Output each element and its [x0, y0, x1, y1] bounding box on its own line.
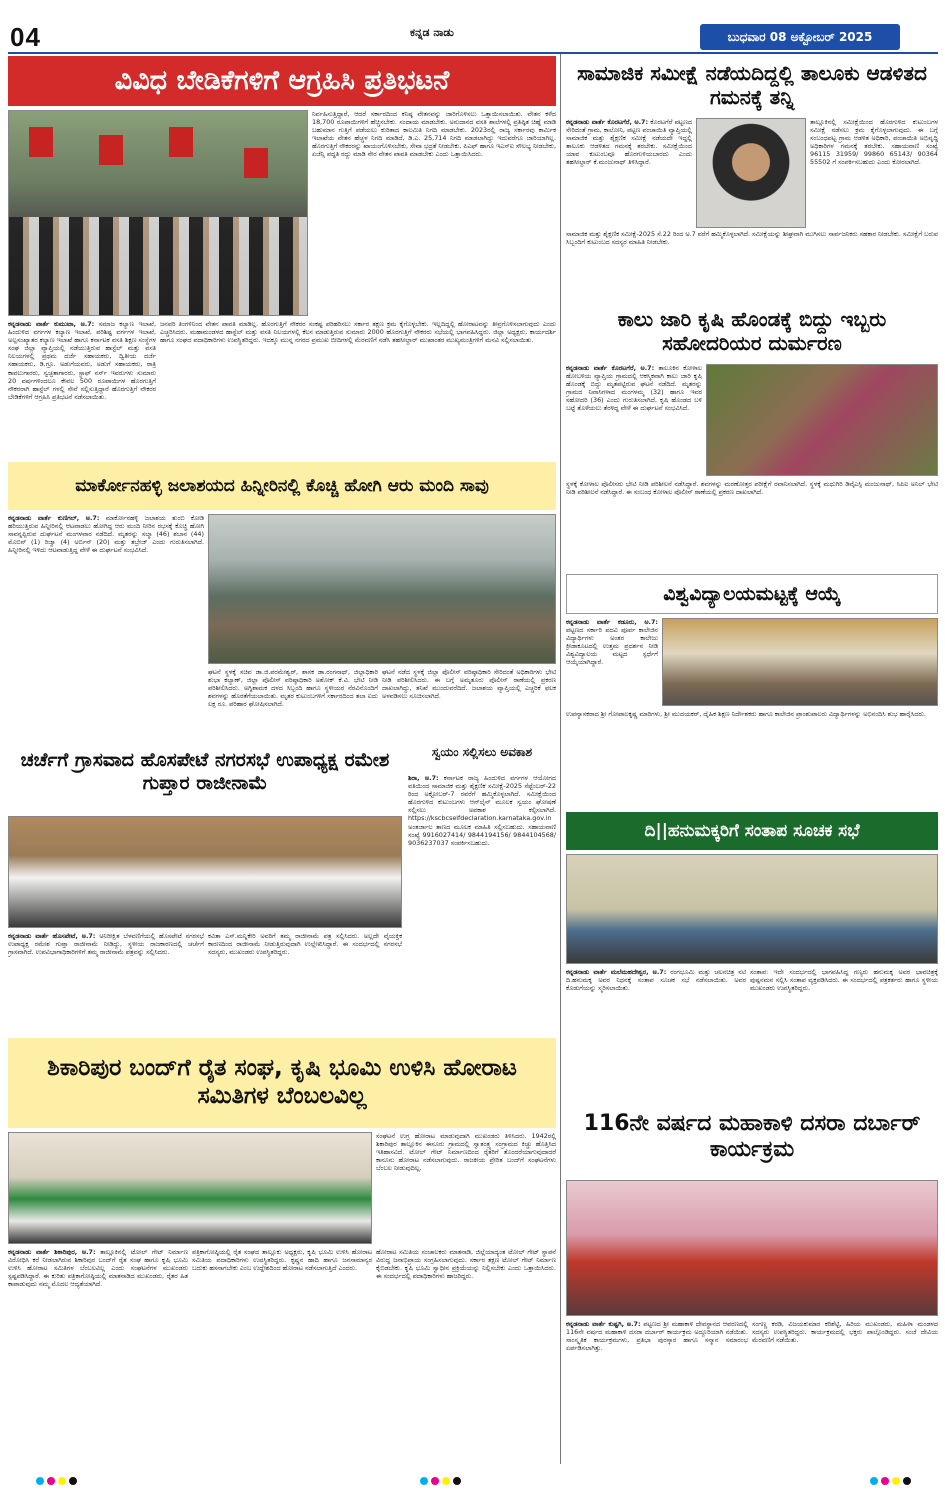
accident-body-1: ತಾಲೂಕಿನ ಕೋಳಾಲ ಹೋಬಳಿಯ ವ್ಯಾಪ್ತಿಯ ಗ್ರಾಮದಲ್ಲಿ ಆಕಸ್ಮಿಕವಾಗಿ ಕಾಲು ಜಾರಿ ಕೃಷಿ ಹೊಂಡಕ್ಕೆ ಬಿದ್ದು ಮೃತಪಟ್ಟಿರುವ ಘಟನೆ ನಡೆದಿದೆ. ಮೃತರನ್ನು ಗ್ರಾಮದ ನಿವಾಸಿಗಳಾದ ಮಂಗಳಮ್ಮ (32) ಹಾಗೂ ಇವರ ಸಹೋದರಿ (36) ಎಂದು ಗುರುತಿಸಲಾಗಿದೆ. ಕೃಷಿ ಹೊಂಡದ ಬಳಿ ಬಟ್ಟೆ ತೊಳೆಯಲು ತೆರಳಿದ್ದ ವೇಳೆ ಈ ದುರ್ಘಟನೆ ಸಂಭವಿಸಿದೆ.	[566, 364, 702, 413]
samikshe-headline: ಸಾಮಾಜಿಕ ಸಮೀಕ್ಷೆ ನಡೆಯದಿದ್ದಲ್ಲಿ ತಾಲೂಕು ಆಡಳಿತದ ಗಮನಕ್ಕೆ ತನ್ನಿ	[577, 61, 927, 109]
selfdeclare-dateline: ಶಿರಾ, ಅ.7:	[408, 774, 439, 782]
masthead: ಕನ್ನಡ ನಾಡು	[410, 26, 454, 39]
hanumakka-photo	[566, 854, 938, 964]
registration-marks-left	[36, 1477, 77, 1485]
bandh-body-3: ಪತ್ರಿಕಾಗೋಷ್ಠಿಯಲ್ಲಿ ರೈತ ಸಂಘದ ತಾಲ್ಲೂಕು ಅಧ್ಯಕ್ಷರು, ಕೃಷಿ ಭೂಮಿ ಉಳಿಸಿ ಹೋರಾಟ ಸಮಿತಿಯ ಪದಾಧಿಕಾರಿಗಳು ಉಪಸ್ಥಿತರಿದ್ದರು. ಕೃಷ್ಣನ ಹಾದಿ ಹಾಗೂ ಜನಸಾಮಾನ್ಯರ ಬದುಕು ಹಸನಾಗಬೇಕು ಎಂಬ ಉದ್ದೇಶದಿಂದ ಹೋರಾಟ ನಡೆಸಲಾಗುತ್ತಿದೆ ಎಂದರು.	[192, 1248, 372, 1273]
hanumakka-text-a	[566, 968, 746, 1078]
accident-text-a	[566, 364, 702, 476]
dasara-photo	[566, 1180, 938, 1316]
markonahalli-text-a	[8, 514, 204, 722]
resign-body-2: ಕವಿತಾ ಎಸ್.ಮನ್ನಿಕೇರಿ ಅವರಿಗೆ ತಮ್ಮ ರಾಜೀನಾಮೆ ಪತ್ರ ಸಲ್ಲಿಸಿದರು. ಅಲ್ಲದೇ ವೈಯಕ್ತಿಕ ಕಾರಣದಿಂದ ರಾಜೀನಾಮೆ ನೀಡುತ್ತಿರುವುದಾಗಿ ಉಲ್ಲೇಖಿಸಿದ್ದಾರೆ. ಈ ಸಂದರ್ಭದಲ್ಲಿ ನಗರಸಭೆ ಸದಸ್ಯರು, ಮುಖಂಡರು ಉಪಸ್ಥಿತರಿದ್ದರು.	[208, 932, 402, 957]
university-dateline: ಕನ್ನಡನಾಡು ವಾರ್ತೆ ಕಡೂರು, ಅ.7:	[566, 618, 658, 626]
markonahalli-text-b	[208, 668, 378, 724]
samikshe-body-1: ಕೊರಟಗೆರೆ ಪಟ್ಟಣದ ಸೇರಿದಂತೆ ಗ್ರಾಮ, ಕಾಲೋನಿ, ಪಟ್ಟಣ ಪಂಚಾಯಿತಿ ವ್ಯಾಪ್ತಿಯಲ್ಲಿ ಸಾಮಾಜಿಕ ಮತ್ತು ಶೈಕ್ಷಣಿಕ ಸಮೀಕ್ಷೆ ನಡೆಯದೇ ಇದ್ದಲ್ಲಿ ತಾಲೂಕು ಆಡಳಿತದ ಗಮನಕ್ಕೆ ತರಬೇಕು. ಸಮೀಕ್ಷೆಯಿಂದ ಯಾವ ಕುಟುಂಬವೂ ಹೊರಗುಳಿಯಬಾರದು ಎಂದು ತಹಸೀಲ್ದಾರ್ ಕೆ.ಮಂಜುನಾಥ್ ತಿಳಿಸಿದ್ದಾರೆ.	[566, 118, 692, 167]
resign-photo	[8, 816, 402, 928]
university-text-b	[566, 710, 938, 750]
protest-headline: ವಿವಿಧ ಬೇಡಿಕೆಗಳಿಗೆ ಆಗ್ರಹಿಸಿ ಪ್ರತಿಭಟನೆ	[8, 56, 556, 106]
selfdeclare-headline: ಸ್ವಯಂ ಸಲ್ಲಿಸಲು ಅವಕಾಶ	[431, 744, 533, 759]
dasara-body-1: ಪಟ್ಟಣದ ಶ್ರೀ ಮಹಾಕಾಳಿ ದೇವಸ್ಥಾನದ ಆವರಣದಲ್ಲಿ 116ನೇ ವರ್ಷದ ಮಹಾಕಾಳಿ ದಸರಾ ದರ್ಬಾರ್ ಕಾರ್ಯಕ್ರಮ ಅದ್ದೂರಿಯಾಗಿ ನಡೆಯಿತು. ಸಾಂಸ್ಕೃತಿಕ ಕಾರ್ಯಕ್ರಮಗಳು, ಪ್ರತಿಭಾ ಪುರಸ್ಕಾರ ಹಾಗೂ ಸನ್ಮಾನ ಸಮಾರಂಭ ಏರ್ಪಡಿಸಲಾಗಿತ್ತು.	[566, 1320, 748, 1353]
samikshe-body-3: ತಾಲ್ಲೂಕಿನಲ್ಲಿ ಸಮೀಕ್ಷೆಯಿಂದ ಹೊರಗುಳಿದ ಕುಟುಂಬಗಳ ಸಮೀಕ್ಷೆ ನಡೆಸಲು ಕ್ರಮ ಕೈಗೊಳ್ಳಲಾಗುವುದು. ಈ ಬಗ್ಗೆ ಸಂಬಂಧಪಟ್ಟ ಗ್ರಾಮ ಆಡಳಿತ ಅಧಿಕಾರಿ, ಪಂಚಾಯಿತಿ ಅಭಿವೃದ್ಧಿ ಅಧಿಕಾರಿಗಳ ಗಮನಕ್ಕೆ ತರಬೇಕು. ಸಹಾಯವಾಣಿ ಸಂಖ್ಯೆ 96115 31959/ 99860 65143/ 90364 55502 ಗೆ ಸಂಪರ್ಕಿಸಬಹುದು ಎಂದು ಕೋರಲಾಗಿದೆ.	[810, 118, 938, 167]
bandh-body-4: ಹೋರಾಟ ಸಮಿತಿಯ ಸಂಚಾಲಕರು ಮಾತನಾಡಿ, ಜಿಲ್ಲೆಯಾದ್ಯಂತ ಟೋಲ್ ಗೇಟ್ ಸ್ಥಾಪನೆ ವಿರುದ್ಧ ಜನಾಭಿಪ್ರಾಯ ಸಂಗ್ರಹಿಸಲಾಗುವುದು. ಸರ್ಕಾರ ತಕ್ಷಣ ಟೋಲ್ ಗೇಟ್ ನಿರ್ಮಾಣ ಕೈಬಿಡಬೇಕು. ಕೃಷಿ ಭೂಮಿ ಸ್ವಾಧೀನ ಪ್ರಕ್ರಿಯೆಯನ್ನು ನಿಲ್ಲಿಸಬೇಕು ಎಂದು ಒತ್ತಾಯಿಸಿದರು. ಈ ಸಂದರ್ಭದಲ್ಲಿ ಪದಾಧಿಕಾರಿಗಳು ಹಾಜರಿದ್ದರು.	[376, 1248, 556, 1281]
protest-dateline: ಕನ್ನಡನಾಡು ವಾರ್ತೆ ಕುಮುಟಾ, ಅ.7:	[8, 320, 95, 328]
samikshe-dateline: ಕನ್ನಡನಾಡು ವಾರ್ತೆ ಕೊರಟಗೆರೆ, ಅ.7:	[566, 118, 649, 126]
selfdeclare-text	[408, 774, 556, 1000]
hanumakka-dateline: ಕನ್ನಡನಾಡು ವಾರ್ತೆ ಮಲೆಮಹದೇಶ್ವರ, ಅ.7:	[566, 968, 667, 976]
accident-photo	[706, 364, 938, 476]
markonahalli-dateline: ಕನ್ನಡನಾಡು ವಾರ್ತೆ ಕುಣಿಗಲ್, ಅ.7:	[8, 514, 100, 522]
accident-dateline: ಕನ್ನಡನಾಡು ವಾರ್ತೆ ಕೊರಟಗೆರೆ, ಅ.7:	[566, 364, 655, 372]
bandh-text-b	[8, 1248, 188, 1464]
dasara-text-a	[566, 1320, 748, 1464]
accident-body-2: ಸ್ಥಳಕ್ಕೆ ಕೋಳಾಲ ಪೊಲೀಸರು ಭೇಟಿ ನೀಡಿ ಪರಿಶೀಲನೆ ನಡೆಸಿದ್ದಾರೆ. ಶವಗಳನ್ನು ಮರಣೋತ್ತರ ಪರೀಕ್ಷೆಗೆ ರವಾನಿಸಲಾಗಿದೆ. ಸ್ಥಳಕ್ಕೆ ಮಧುಗಿರಿ ಡಿವೈಎಸ್ಪಿ ಮಂಜುನಾಥ್, ಸಿಪಿಐ ಅನಿಲ್ ಭೇಟಿ ನೀಡಿ ಪರಿಶೀಲನೆ ನಡೆಸಿದ್ದಾರೆ. ಈ ಸಂಬಂಧ ಕೋಳಾಲ ಪೊಲೀಸ್ ಠಾಣೆಯಲ್ಲಿ ಪ್ರಕರಣ ದಾಖಲಾಗಿದೆ.	[566, 480, 938, 497]
bandh-text-c	[192, 1248, 372, 1464]
markonahalli-body-1: ಮಾರ್ಕೋನಹಳ್ಳಿ ಜಲಾಶಯ ತುಂಬಿ ಕೋಡಿ ಹರಿಯುತ್ತಿರುವ ಹಿನ್ನೀರಿನಲ್ಲಿ ಆಟವಾಡಲು ಹೋಗಿದ್ದ ಆರು ಮಂದಿ ನೀರಿನ ರಭಸಕ್ಕೆ ಕೊಚ್ಚಿ ಹೋಗಿ ಸಾವನ್ನಪ್ಪಿರುವ ದುರ್ಘಟನೆ ಮಂಗಳವಾರ ನಡೆದಿದೆ. ಮೃತರನ್ನು ಸಲ್ಮಾ (46) ಶಬಾನ (44) ಮೊಬಿನ್ (1) ರಿಜ್ವಾ (4) ಅರ್ಬಿನ್ (20) ಮತ್ತು ತಬ್ರೇಜ್ ಎಂದು ಗುರುತಿಸಲಾಗಿದೆ. ಹಿನ್ನೀರಿನಲ್ಲಿ ಇಳಿದು ಆಟವಾಡುತ್ತಿದ್ದ ವೇಳೆ ಈ ದುರ್ಘಟನೆ ಸಂಭವಿಸಿದೆ.	[8, 514, 204, 555]
markonahalli-body-3: ಘಟನೆ ನಡೆದ ಸ್ಥಳಕ್ಕೆ ಜಿಲ್ಲಾ ಪೊಲೀಸ್ ವರಿಷ್ಠಾಧಿಕಾರಿ ಸೇರಿದಂತೆ ಅಧಿಕಾರಿಗಳು ಭೇಟಿ ನೀಡಿ ಪರಿಶೀಲಿಸಿದರು. ಈ ಬಗ್ಗೆ ಅಮೃತೂರು ಪೊಲೀಸ್ ಠಾಣೆಯಲ್ಲಿ ಪ್ರಕರಣ ದಾಖಲಾಗಿದ್ದು, ತನಿಖೆ ಮುಂದುವರೆದಿದೆ. ಜಲಾಶಯ ವ್ಯಾಪ್ತಿಯಲ್ಲಿ ಎಚ್ಚರಿಕೆ ಫಲಕ ಅಳವಡಿಸಲು ಸೂಚಿಸಲಾಗಿದೆ.	[382, 668, 556, 701]
protest-photo	[8, 110, 308, 316]
university-photo	[662, 618, 938, 706]
dasara-dateline: ಕನ್ನಡನಾಡು ವಾರ್ತೆ ಕುಷ್ಟಗಿ, ಅ.7:	[566, 1320, 641, 1328]
bandh-photo	[8, 1132, 372, 1244]
bandh-body-2: ಸಂಘಟನೆ ಉಗ್ರ ಹೋರಾಟ ಮಾಡುವುದಾಗಿ ಮುಖಂಡರು ತಿಳಿಸಿದರು. 1942ರಲ್ಲಿ ಶಿಕಾರಿಪುರ ತಾಲ್ಲೂಕಿನ ಈಸೂರು ಗ್ರಾಮದಲ್ಲಿ ಸ್ವಾತಂತ್ರ್ಯ ಸಂಗ್ರಾಮದ ಕಿಚ್ಚು ಹೊತ್ತಿಸಿದ ಇತಿಹಾಸವಿದೆ. ಟೋಲ್ ಗೇಟ್ ನಿರ್ಮಾಣದಿಂದ ರೈತರಿಗೆ ತೊಂದರೆಯಾಗುವುದಾದರೆ ಕಾನೂನು ಹೋರಾಟ ನಡೆಸಲಾಗುವುದು. ರಾಜಕೀಯ ಪ್ರೇರಿತ ಬಂದ್‌ಗೆ ಸಂಘಟನೆಗಳು ಬೆಂಬಲ ನೀಡುವುದಿಲ್ಲ.	[376, 1132, 556, 1173]
registration-marks-center	[420, 1477, 461, 1485]
protest-text-c	[160, 320, 556, 456]
resign-body-1: ಅನಿರೀಕ್ಷಿತ ಬೆಳವಣಿಗೆಯಲ್ಲಿ ಹೊಸಪೇಟೆ ನಗರಸಭೆ ಉಪಾಧ್ಯಕ್ಷ ರಮೇಶ ಗುಪ್ತಾ ರಾಜೀನಾಮೆ ನೀಡಿದ್ದು, ಸ್ಥಳೀಯ ರಾಜಕಾರಣದಲ್ಲಿ ಚರ್ಚೆಗೆ ಗ್ರಾಸವಾಗಿದೆ. ಉಪವಿಭಾಗಾಧಿಕಾರಿಗಳಿಗೆ ತಮ್ಮ ರಾಜೀನಾಮೆ ಪತ್ರವನ್ನು ಸಲ್ಲಿಸಿದರು.	[8, 932, 204, 957]
selfdeclare-body-1: ಕರ್ನಾಟಕ ರಾಜ್ಯ ಹಿಂದುಳಿದ ವರ್ಗಗಳ ಆಯೋಗದ ವತಿಯಿಂದ ಸಾಮಾಜಿಕ ಮತ್ತು ಶೈಕ್ಷಣಿಕ ಸಮೀಕ್ಷೆ-2025 ಸೆಪ್ಟೆಂಬರ್-22 ರಿಂದ ಅಕ್ಟೋಬರ್-7 ರವರೆಗೆ ಹಮ್ಮಿಕೊಳ್ಳಲಾಗಿದೆ. ಸಮೀಕ್ಷೆಯಿಂದ ಹೊರಗುಳಿದ ಕುಟುಂಬಗಳು ಆನ್‌ಲೈನ್ ಮೂಲಕ ಸ್ವಯಂ ಘೋಷಣೆ ಸಲ್ಲಿಸಲು ಅವಕಾಶ ಕಲ್ಪಿಸಲಾಗಿದೆ. https://kscbcselfdeclaration.karnataka.gov.in ಅಂತರ್ಜಾಲ ತಾಣದ ಮೂಲಕ ಮಾಹಿತಿ ಸಲ್ಲಿಸಬಹುದು. ಸಹಾಯವಾಣಿ ಸಂಖ್ಯೆ 9916027414/ 9844194156/ 9844104568/ 9036237037 ಸಂಪರ್ಕಿಸಬಹುದು.	[408, 774, 556, 847]
bandh-text-a	[376, 1132, 556, 1244]
hanumakka-body-1: ರಂಗಭೂಮಿ ಮತ್ತು ಚಲನಚಿತ್ರ ನಟಿ ದಿ.ಹನುಮಕ್ಕ ಅವರ ನಿಧನಕ್ಕೆ ಸಂತಾಪ ಸೂಚಕ ಸಭೆ ನಡೆಸಲಾಯಿತು. ಅವರ ಕೊಡುಗೆಯನ್ನು ಸ್ಮರಿಸಲಾಯಿತು.	[566, 968, 746, 993]
page-number: 04	[10, 22, 41, 52]
markonahalli-photo	[208, 514, 556, 664]
dasara-text-b	[752, 1320, 938, 1464]
accident-headline: ಕಾಲು ಜಾರಿ ಕೃಷಿ ಹೊಂಡಕ್ಕೆ ಬಿದ್ದು ಇಬ್ಬರು ಸಹೋದರಿಯರ ದುರ್ಮರಣ	[617, 307, 887, 355]
date-banner: ಬುಧವಾರ 08 ಅಕ್ಟೋಬರ್ 2025	[700, 24, 900, 50]
resign-headline: ಚರ್ಚೆಗೆ ಗ್ರಾಸವಾದ ಹೊಸಪೇಟೆ ನಗರಸಭೆ ಉಪಾಧ್ಯಕ್ಷ ರಮೇಶ ಗುಪ್ತಾರ ರಾಜೀನಾಮೆ	[20, 749, 390, 794]
university-text-a	[566, 618, 658, 706]
protest-text-a	[8, 320, 156, 456]
accident-text-b	[566, 480, 938, 568]
markonahalli-text-c	[382, 668, 556, 724]
samikshe-text-b	[810, 118, 938, 226]
dasara-headline: 116ನೇ ವರ್ಷದ ಮಹಾಕಾಳಿ ದಸರಾ ದರ್ಬಾರ್ ಕಾರ್ಯಕ್ರಮ	[583, 1110, 921, 1162]
resign-dateline: ಕನ್ನಡನಾಡು ವಾರ್ತೆ ಹೊಸಪೇಟೆ, ಅ.7:	[8, 932, 96, 940]
bandh-headline: ಶಿಕಾರಿಪುರ ಬಂದ್‌ಗೆ ರೈತ ಸಂಘ, ಕೃಷಿ ಭೂಮಿ ಉಳಿಸಿ ಹೋರಾಟ ಸಮಿತಿಗಳ ಬೆಂಬಲವಿಲ್ಲ	[8, 1038, 556, 1128]
samikshe-body-2: ಸಾಮಾಜಿಕ ಮತ್ತು ಶೈಕ್ಷಣಿಕ ಸಮೀಕ್ಷೆ-2025 ಸೆ.22 ರಿಂದ ಅ.7 ವರೆಗೆ ಹಮ್ಮಿಕೊಳ್ಳಲಾಗಿದೆ. ಸಮೀಕ್ಷೆಯನ್ನು ಶೀಘ್ರವಾಗಿ ಮುಗಿಸಲು ಸಾರ್ವಜನಿಕರು ಸಹಕಾರ ನೀಡಬೇಕು. ಸಮೀಕ್ಷೆಗೆ ಬರುವ ಸಿಬ್ಬಂದಿಗೆ ಕುಟುಂಬದ ಸದಸ್ಯರ ಮಾಹಿತಿ ನೀಡಬೇಕು.	[566, 230, 938, 247]
bandh-body-1: ತಾಲ್ಲೂಕಿನಲ್ಲಿ ಟೋಲ್ ಗೇಟ್ ನಿರ್ಮಾಣ ವಿರೋಧಿಸಿ ಕರೆ ನೀಡಲಾಗಿರುವ ಶಿಕಾರಿಪುರ ಬಂದ್‌ಗೆ ರೈತ ಸಂಘ ಹಾಗೂ ಕೃಷಿ ಭೂಮಿ ಉಳಿಸಿ ಹೋರಾಟ ಸಮಿತಿಗಳ ಬೆಂಬಲವಿಲ್ಲ ಎಂದು ಸಂಘಟನೆಗಳ ಮುಖಂಡರು ಸ್ಪಷ್ಟಪಡಿಸಿದ್ದಾರೆ. ಈ ಕುರಿತು ಪತ್ರಿಕಾಗೋಷ್ಠಿಯಲ್ಲಿ ಮಾತನಾಡಿದ ಮುಖಂಡರು, ರೈತರ ಹಿತ ಕಾಪಾಡುವುದು ನಮ್ಮ ಮೊದಲ ಆದ್ಯತೆಯಾಗಿದೆ.	[8, 1248, 188, 1289]
university-body-2: ಉಪನ್ಯಾಸಕರಾದ ಶ್ರೀ ಗೋಪಾಲಕೃಷ್ಣ ಮಾರಿಗಳು, ಶ್ರೀ ಮುದಯಕರ್, ದೈಹಿಕ ಶಿಕ್ಷಣ ನಿರ್ದೇಶಕರು ಹಾಗೂ ಕಾಲೇಜಿನ ಪ್ರಾಂಶುಪಾಲರು ವಿದ್ಯಾರ್ಥಿಗಳನ್ನು ಅಭಿನಂದಿಸಿ ಶುಭ ಹಾರೈಸಿದರು.	[566, 710, 926, 718]
samikshe-photo	[696, 118, 806, 228]
protest-body-3: ಜನವರಿ ತಿಂಗಳಿನಿಂದ ವೇತನ ಪಾವತಿ ಮಾಡಿಲ್ಲ. ಹೊರಗುತ್ತಿಗೆ ನೌಕರರ ಸಂಕಷ್ಟ ಪರಿಹರಿಸಲು ಸರ್ಕಾರ ತಕ್ಷಣ ಕ್ರಮ ಕೈಗೊಳ್ಳಬೇಕು. ಇಲ್ಲದಿದ್ದಲ್ಲಿ ಹೋರಾಟವನ್ನು ತೀವ್ರಗೊಳಿಸಲಾಗುವುದು ಎಂದು ಎಚ್ಚರಿಸಿದರು. ಮಹಾಮಂಡಳದ ಹಾಸ್ಟೆಲ್ ಮತ್ತು ವಸತಿ ನಿಲಯಗಳಲ್ಲಿ ಕೆಲಸ ಮಾಡುತ್ತಿರುವ ಸುಮಾರು 2000 ಹೊರಗುತ್ತಿಗೆ ನೌಕರರು ಸಭೆಯಲ್ಲಿ ಭಾಗವಹಿಸಿದ್ದರು. ಜಿಲ್ಲಾ ಅಧ್ಯಕ್ಷರು, ಕಾರ್ಯದರ್ಶಿ ಹಾಗೂ ಸಂಘದ ಪದಾಧಿಕಾರಿಗಳು ಉಪಸ್ಥಿತರಿದ್ದರು. ಇದಕ್ಕೂ ಮುನ್ನ ನಗರದ ಪ್ರಮುಖ ಬೀದಿಗಳಲ್ಲಿ ಮೆರವಣಿಗೆ ನಡೆಸಿ ತಹಸೀಲ್ದಾರ್ ಮುಖಾಂತರ ಮುಖ್ಯಮಂತ್ರಿಗಳಿಗೆ ಮನವಿ ಸಲ್ಲಿಸಲಾಯಿತು.	[160, 320, 556, 345]
protest-body-2: ನಿರ್ವಹಿಸುತ್ತಿದ್ದಾರೆ, ಆದರೆ ಸರ್ಕಾರದಿಂದ ಕನಿಷ್ಠ ವೇತನವನ್ನು ಜಾರಿಗೊಳಿಸಲು ಒತ್ತಾಯಿಸಲಾಯಿತು. ವೇತನ ಕಳೆದ 18,700 ರೂಪಾಯಿಗಳಿಗೆ ಹೆಚ್ಚಿಸಬೇಕು. ಸಂದಾಯ ಮಾಡಬೇಕು. ಅನುದಾನದ ವಸತಿ ಶಾಲೆಗಳಲ್ಲಿ ಪ್ರತಿಷ್ಠಿತ ಚಿಹ್ನೆ ಮಾಡಿ ಬಹುಮಾನ ಗುತ್ತಿಗೆ ಪಡೆಯಲು ಕುರಿತಾದ ಕಾಲಮಿತಿ ನಿಗದಿ ಮಾಡಬೇಕು. 2023ರಲ್ಲಿ ರಾಜ್ಯ ಸರ್ಕಾರವು ಕಾರ್ಮಿಕ ಇಲಾಖೆಯ ವೇತನ ಹೆಚ್ಚಳ ನಿಗದಿ ಮಾಡಿದೆ, ಡಿ.ಎ. 25,714 ನಿಗದಿ ಮಾಡಲಾಗಿದ್ದು ಇದುವರೆಗೂ ಜಾರಿಯಾಗಿಲ್ಲ. ಹೊರಗುತ್ತಿಗೆ ನೌಕರರನ್ನು ಖಾಯಂಗೊಳಿಸಬೇಕು, ಸೇವಾ ಭದ್ರತೆ ನೀಡಬೇಕು, ಪಿಎಫ್ ಹಾಗೂ ಇಎಸ್ಐ ಸೌಲಭ್ಯ ನೀಡಬೇಕು, ಏಜೆನ್ಸಿ ಪದ್ಧತಿ ರದ್ದು ಮಾಡಿ ನೇರ ವೇತನ ಪಾವತಿ ಮಾಡಬೇಕು ಎಂದು ಒತ್ತಾಯಿಸಿದರು.	[312, 110, 556, 159]
markonahalli-headline: ಮಾರ್ಕೋನಹಳ್ಳಿ ಜಲಾಶಯದ ಹಿನ್ನೀರಿನಲ್ಲಿ ಕೊಚ್ಚಿ ಹೋಗಿ ಆರು ಮಂದಿ ಸಾವು	[8, 462, 556, 510]
hanumakka-headline: ದಿ||ಹನುಮಕ್ಕರಿಗೆ ಸಂತಾಪ ಸೂಚಕ ಸಭೆ	[566, 812, 938, 850]
bandh-text-d	[376, 1248, 556, 1464]
samikshe-text-a	[566, 118, 692, 226]
samikshe-text-c	[566, 230, 938, 290]
resign-text-b	[208, 932, 402, 1000]
header-rule	[8, 52, 938, 54]
dasara-body-2: ಸಂಗಣ್ಣ ಕರಡಿ, ವಿಜಯಕುಮಾರ ಕರಿಶೆಟ್ಟಿ, ಹಿರಿಯ ಮುಖಂಡರು, ಮಹಿಳಾ ಮಂಡಳದ ಸದಸ್ಯರು ಉಪಸ್ಥಿತರಿದ್ದರು. ಕಾರ್ಯಕ್ರಮದಲ್ಲಿ ಭಕ್ತರು ಪಾಲ್ಗೊಂಡಿದ್ದರು. ಸಂಜೆ ದೇವಿಯ ಮೆರವಣಿಗೆ ನಡೆಯಿತು.	[752, 1320, 938, 1345]
column-divider	[560, 54, 561, 1464]
university-body-1: ಪಟ್ಟಣದ ಸರ್ಕಾರಿ ಪದವಿ ಪೂರ್ವ ಕಾಲೇಜಿನ ವಿದ್ಯಾರ್ಥಿಗಳು ಅಂತರ ಕಾಲೇಜು ಕ್ರೀಡಾಕೂಟದಲ್ಲಿ ಉತ್ತಮ ಪ್ರದರ್ಶನ ನೀಡಿ ವಿಶ್ವವಿದ್ಯಾಲಯ ಮಟ್ಟದ ಸ್ಪರ್ಧೆಗೆ ಆಯ್ಕೆಯಾಗಿದ್ದಾರೆ.	[566, 626, 658, 667]
protest-body-1: ಸಮಾಜ ಕಲ್ಯಾಣ ಇಲಾಖೆ, ಹಿಂದುಳಿದ ವರ್ಗಗಳ ಕಲ್ಯಾಣ ಇಲಾಖೆ, ಪರಿಶಿಷ್ಟ ವರ್ಗಗಳ ಇಲಾಖೆ, ಅಲ್ಪಸಂಖ್ಯಾತರ ಕಲ್ಯಾಣ ಇಲಾಖೆ ಹಾಗೂ ಕರ್ನಾಟಕ ವಸತಿ ಶಿಕ್ಷಣ ಸಂಸ್ಥೆಗಳ ಸಂಘ ಜಿಲ್ಲಾ ವ್ಯಾಪ್ತಿಯಲ್ಲಿ ನಡೆಯುತ್ತಿರುವ ಹಾಸ್ಟೆಲ್ ಮತ್ತು ವಸತಿ ನಿಲಯಗಳಲ್ಲಿ ಪ್ರಥಮ ದರ್ಜೆ ಸಹಾಯಕರು, ದ್ವಿತೀಯ ದರ್ಜೆ ಸಹಾಯಕರು, ಡಿ.ಗ್ರೂ. ಅಡುಗೆಯವರು, ಅಡುಗೆ ಸಹಾಯಕರು, ರಾತ್ರಿ ಕಾವಲುಗಾರರು, ಸ್ವಚ್ಛತಾಗಾರರು, ಸ್ಟಾಫ್ ನರ್ಸ್ ಇವರುಗಳು ಸುಮಾರು 20 ವರ್ಷಗಳಿಂದಲೂ ಕೇವಲ 500 ರೂಪಾಯಿಗಳ ಹೊರಗುತ್ತಿಗೆ ನೌಕರರಾಗಿ ಹಾಸ್ಟೆಲ್ ಗಳಲ್ಲಿ ಸೇವೆ ಸಲ್ಲಿಸುತ್ತಿದ್ದಾರೆ ಹೊರಗುತ್ತಿಗೆ ನೌಕರರ ಬೇಡಿಕೆಗಳಿಗೆ ಆಗ್ರಹಿಸಿ ಪ್ರತಿಭಟನೆ ನಡೆಸಲಾಯಿತು.	[8, 320, 156, 401]
resign-text-a	[8, 932, 204, 1000]
protest-text-b	[312, 110, 556, 316]
hanumakka-body-2: ಸಂತಾಪ: ಇದೇ ಸಂದರ್ಭದಲ್ಲಿ ಭಾಗವಹಿಸಿದ್ದ ಗಣ್ಯರು ಹನುಮಕ್ಕ ಅವರ ಭಾವಚಿತ್ರಕ್ಕೆ ಪುಷ್ಪನಮನ ಸಲ್ಲಿಸಿ ಸಂತಾಪ ವ್ಯಕ್ತಪಡಿಸಿದರು. ಈ ಸಂದರ್ಭದಲ್ಲಿ ಪತ್ರಕರ್ತರು ಹಾಗೂ ಸ್ಥಳೀಯ ಮುಖಂಡರು ಉಪಸ್ಥಿತರಿದ್ದರು.	[750, 968, 938, 993]
markonahalli-body-2: ಘಟನೆ ಸ್ಥಳಕ್ಕೆ ಸಚಿವ ಡಾ.ಜಿ.ಪರಮೇಶ್ವರ್, ಶಾಸಕ ಡಾ.ರಂಗನಾಥ್, ಜಿಲ್ಲಾಧಿಕಾರಿ ಶುಭಾ ಕಲ್ಯಾಣ್, ಜಿಲ್ಲಾ ಪೊಲೀಸ್ ವರಿಷ್ಠಾಧಿಕಾರಿ ಅಶೋಕ್ ಕೆ.ವಿ. ಭೇಟಿ ನೀಡಿ ಪರಿಶೀಲಿಸಿದರು. ಅಗ್ನಿಶಾಮಕ ದಳದ ಸಿಬ್ಬಂದಿ ಹಾಗೂ ಸ್ಥಳೀಯರ ನೆರವಿನೊಂದಿಗೆ ಶವಗಳನ್ನು ಹೊರತೆಗೆಯಲಾಯಿತು. ಮೃತರ ಕುಟುಂಬಗಳಿಗೆ ಸರ್ಕಾರದಿಂದ ತಲಾ ಐದು ಲಕ್ಷ ರೂ. ಪರಿಹಾರ ಘೋಷಿಸಲಾಗಿದೆ.	[208, 668, 378, 709]
university-headline: ವಿಶ್ವವಿದ್ಯಾಲಯಮಟ್ಟಕ್ಕೆ ಆಯ್ಕೆ	[566, 574, 938, 614]
registration-marks-right	[870, 1477, 911, 1485]
bandh-dateline: ಕನ್ನಡನಾಡು ವಾರ್ತೆ ಶಿಕಾರಿಪುರ, ಅ.7:	[8, 1248, 96, 1256]
hanumakka-text-b	[750, 968, 938, 1078]
